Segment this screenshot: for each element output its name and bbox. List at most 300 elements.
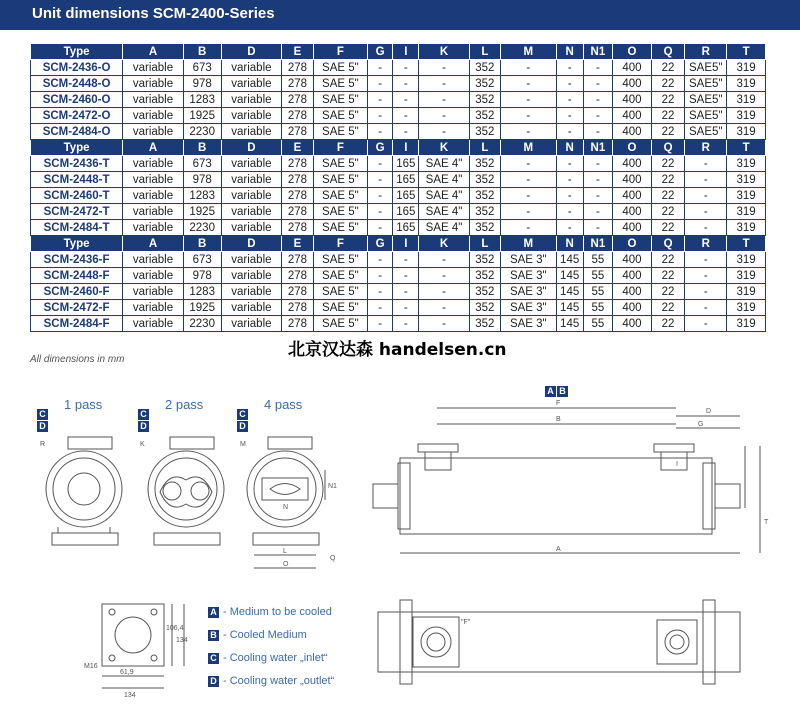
value-cell: - xyxy=(501,172,556,188)
value-cell: - xyxy=(685,204,727,220)
type-cell: SCM-2436-T xyxy=(31,156,123,172)
value-cell: SAE 3" xyxy=(501,268,556,284)
page-title: Unit dimensions SCM-2400-Series xyxy=(32,5,275,22)
value-cell: variable xyxy=(221,172,282,188)
value-cell: - xyxy=(685,220,727,236)
value-cell: - xyxy=(368,76,393,92)
column-header: K xyxy=(419,236,469,252)
value-cell: 319 xyxy=(727,188,766,204)
value-cell: 319 xyxy=(727,284,766,300)
value-cell: 400 xyxy=(613,300,652,316)
badge-c-2pass: C xyxy=(138,409,149,420)
pass-label-2: 2 pass xyxy=(165,397,204,412)
value-cell: 400 xyxy=(613,220,652,236)
dim-label-f: F xyxy=(556,400,561,407)
value-cell: 278 xyxy=(282,316,313,332)
column-header: Type xyxy=(31,44,123,60)
value-cell: 2230 xyxy=(183,220,221,236)
value-cell: 352 xyxy=(469,284,500,300)
value-cell: - xyxy=(368,188,393,204)
value-cell: variable xyxy=(123,108,184,124)
value-cell: 165 xyxy=(393,220,419,236)
value-cell: 278 xyxy=(282,76,313,92)
value-cell: variable xyxy=(221,124,282,140)
value-cell: - xyxy=(393,124,419,140)
value-cell: variable xyxy=(221,204,282,220)
value-cell: - xyxy=(419,284,469,300)
legend-item-c: C - Cooling water „inlet“ xyxy=(208,652,328,664)
value-cell: 400 xyxy=(613,252,652,268)
badge-d-1pass: D xyxy=(37,421,48,432)
value-cell: variable xyxy=(123,252,184,268)
value-cell: variable xyxy=(221,108,282,124)
value-cell: 1283 xyxy=(183,92,221,108)
column-header: Type xyxy=(31,236,123,252)
value-cell: variable xyxy=(221,92,282,108)
dim-label-134h: 134 xyxy=(124,692,136,699)
column-header: K xyxy=(419,140,469,156)
value-cell: 319 xyxy=(727,300,766,316)
value-cell: - xyxy=(419,108,469,124)
value-cell: - xyxy=(368,204,393,220)
value-cell: - xyxy=(556,76,583,92)
value-cell: - xyxy=(419,124,469,140)
column-header: G xyxy=(368,44,393,60)
value-cell: 673 xyxy=(183,156,221,172)
legend-item-a: A - Medium to be cooled xyxy=(208,606,332,618)
value-cell: 352 xyxy=(469,300,500,316)
value-cell: 319 xyxy=(727,268,766,284)
value-cell: SAE 4" xyxy=(419,172,469,188)
dim-label-61: 61,9 xyxy=(120,669,134,676)
column-header: I xyxy=(393,44,419,60)
value-cell: - xyxy=(501,156,556,172)
value-cell: - xyxy=(501,220,556,236)
value-cell: SAE5" xyxy=(685,76,727,92)
value-cell: variable xyxy=(123,124,184,140)
value-cell: - xyxy=(501,60,556,76)
value-cell: SAE 4" xyxy=(419,188,469,204)
value-cell: SAE 5" xyxy=(313,204,367,220)
value-cell: - xyxy=(419,92,469,108)
value-cell: variable xyxy=(221,188,282,204)
value-cell: SAE 5" xyxy=(313,92,367,108)
value-cell: - xyxy=(393,316,419,332)
column-header: E xyxy=(282,140,313,156)
value-cell: - xyxy=(501,188,556,204)
dim-label-i: I xyxy=(676,461,678,468)
value-cell: - xyxy=(556,204,583,220)
dim-label-134v: 134 xyxy=(176,637,188,644)
value-cell: SAE 4" xyxy=(419,156,469,172)
value-cell: 352 xyxy=(469,108,500,124)
units-note: All dimensions in mm xyxy=(30,354,125,365)
value-cell: - xyxy=(685,156,727,172)
column-header: M xyxy=(501,236,556,252)
column-header: M xyxy=(501,140,556,156)
type-cell: SCM-2448-T xyxy=(31,172,123,188)
value-cell: 352 xyxy=(469,252,500,268)
value-cell: 319 xyxy=(727,156,766,172)
value-cell: 278 xyxy=(282,172,313,188)
column-header: N1 xyxy=(583,236,612,252)
column-header: Type xyxy=(31,140,123,156)
value-cell: - xyxy=(368,268,393,284)
dim-label-sae: "F" xyxy=(461,619,471,626)
watermark: 北京汉达森 handelsen.cn xyxy=(288,340,507,360)
column-header: Q xyxy=(651,236,685,252)
column-header: O xyxy=(613,44,652,60)
value-cell: - xyxy=(556,220,583,236)
value-cell: - xyxy=(583,156,612,172)
column-header: G xyxy=(368,236,393,252)
value-cell: 978 xyxy=(183,268,221,284)
value-cell: - xyxy=(501,108,556,124)
value-cell: 165 xyxy=(393,172,419,188)
column-header: F xyxy=(313,140,367,156)
value-cell: SAE 3" xyxy=(501,252,556,268)
value-cell: 55 xyxy=(583,300,612,316)
value-cell: 22 xyxy=(651,156,685,172)
value-cell: - xyxy=(419,252,469,268)
value-cell: 352 xyxy=(469,60,500,76)
value-cell: 400 xyxy=(613,156,652,172)
column-header: F xyxy=(313,44,367,60)
value-cell: 278 xyxy=(282,156,313,172)
type-cell: SCM-2472-O xyxy=(31,108,123,124)
value-cell: 400 xyxy=(613,188,652,204)
value-cell: - xyxy=(368,156,393,172)
value-cell: 55 xyxy=(583,252,612,268)
column-header: G xyxy=(368,140,393,156)
value-cell: 400 xyxy=(613,124,652,140)
value-cell: - xyxy=(685,252,727,268)
pass-label-1: 1 pass xyxy=(64,397,103,412)
dim-label-o: O xyxy=(283,561,289,568)
value-cell: - xyxy=(393,252,419,268)
value-cell: SAE5" xyxy=(685,92,727,108)
value-cell: SAE 3" xyxy=(501,300,556,316)
value-cell: - xyxy=(583,220,612,236)
column-header: R xyxy=(685,236,727,252)
value-cell: - xyxy=(685,284,727,300)
value-cell: SAE 5" xyxy=(313,76,367,92)
legend-item-d: D - Cooling water „outlet“ xyxy=(208,675,334,687)
value-cell: - xyxy=(685,188,727,204)
value-cell: SAE 5" xyxy=(313,300,367,316)
value-cell: - xyxy=(368,92,393,108)
value-cell: - xyxy=(393,108,419,124)
value-cell: - xyxy=(368,316,393,332)
value-cell: 352 xyxy=(469,188,500,204)
value-cell: - xyxy=(368,172,393,188)
value-cell: variable xyxy=(123,156,184,172)
value-cell: 22 xyxy=(651,172,685,188)
value-cell: variable xyxy=(123,76,184,92)
dim-label-r: R xyxy=(40,441,46,448)
flange-detail xyxy=(102,604,184,688)
value-cell: SAE 3" xyxy=(501,316,556,332)
badge-b-side: B xyxy=(557,386,568,397)
value-cell: 22 xyxy=(651,204,685,220)
value-cell: 55 xyxy=(583,268,612,284)
value-cell: - xyxy=(419,300,469,316)
value-cell: variable xyxy=(221,284,282,300)
value-cell: 22 xyxy=(651,108,685,124)
value-cell: SAE 3" xyxy=(501,284,556,300)
value-cell: 1283 xyxy=(183,284,221,300)
value-cell: SAE5" xyxy=(685,60,727,76)
value-cell: - xyxy=(583,108,612,124)
value-cell: variable xyxy=(123,284,184,300)
column-header: L xyxy=(469,44,500,60)
value-cell: variable xyxy=(221,252,282,268)
value-cell: - xyxy=(393,76,419,92)
value-cell: 1283 xyxy=(183,188,221,204)
column-header: D xyxy=(221,44,282,60)
value-cell: 1925 xyxy=(183,108,221,124)
value-cell: 319 xyxy=(727,124,766,140)
dim-label-t: T xyxy=(764,519,769,526)
type-cell: SCM-2472-T xyxy=(31,204,123,220)
column-header: A xyxy=(123,44,184,60)
value-cell: variable xyxy=(123,188,184,204)
value-cell: SAE 5" xyxy=(313,60,367,76)
value-cell: SAE 4" xyxy=(419,204,469,220)
value-cell: SAE 5" xyxy=(313,124,367,140)
type-cell: SCM-2460-F xyxy=(31,284,123,300)
column-header: N1 xyxy=(583,44,612,60)
value-cell: - xyxy=(556,92,583,108)
value-cell: 278 xyxy=(282,124,313,140)
value-cell: SAE5" xyxy=(685,108,727,124)
value-cell: 55 xyxy=(583,284,612,300)
value-cell: 165 xyxy=(393,188,419,204)
value-cell: variable xyxy=(221,76,282,92)
column-header: A xyxy=(123,236,184,252)
column-header: N xyxy=(556,140,583,156)
type-cell: SCM-2472-F xyxy=(31,300,123,316)
value-cell: variable xyxy=(123,220,184,236)
value-cell: 22 xyxy=(651,76,685,92)
value-cell: variable xyxy=(123,92,184,108)
column-header: N xyxy=(556,44,583,60)
column-header: B xyxy=(183,44,221,60)
value-cell: SAE 5" xyxy=(313,284,367,300)
value-cell: - xyxy=(583,172,612,188)
value-cell: 352 xyxy=(469,76,500,92)
value-cell: - xyxy=(685,268,727,284)
value-cell: SAE5" xyxy=(685,124,727,140)
value-cell: SAE 5" xyxy=(313,156,367,172)
column-header: I xyxy=(393,140,419,156)
value-cell: - xyxy=(501,124,556,140)
value-cell: 319 xyxy=(727,204,766,220)
value-cell: - xyxy=(368,220,393,236)
value-cell: - xyxy=(556,156,583,172)
value-cell: - xyxy=(501,92,556,108)
value-cell: 400 xyxy=(613,108,652,124)
badge-c-1pass: C xyxy=(37,409,48,420)
column-header: B xyxy=(183,236,221,252)
dim-label-b: B xyxy=(556,416,561,423)
value-cell: 319 xyxy=(727,76,766,92)
value-cell: 400 xyxy=(613,92,652,108)
value-cell: - xyxy=(368,252,393,268)
value-cell: 278 xyxy=(282,300,313,316)
value-cell: 278 xyxy=(282,268,313,284)
value-cell: 978 xyxy=(183,172,221,188)
value-cell: 319 xyxy=(727,60,766,76)
value-cell: 673 xyxy=(183,60,221,76)
column-header: K xyxy=(419,44,469,60)
value-cell: - xyxy=(583,92,612,108)
column-header: N xyxy=(556,236,583,252)
value-cell: 352 xyxy=(469,124,500,140)
value-cell: 145 xyxy=(556,268,583,284)
column-header: M xyxy=(501,44,556,60)
top-view xyxy=(378,600,740,684)
value-cell: 145 xyxy=(556,300,583,316)
dim-label-106: 106,4 xyxy=(166,625,184,632)
value-cell: - xyxy=(368,284,393,300)
value-cell: 673 xyxy=(183,252,221,268)
value-cell: SAE 5" xyxy=(313,252,367,268)
dim-label-m: M xyxy=(240,441,246,448)
value-cell: 352 xyxy=(469,204,500,220)
value-cell: variable xyxy=(221,268,282,284)
value-cell: 165 xyxy=(393,204,419,220)
dim-label-n1: N1 xyxy=(328,483,337,490)
type-cell: SCM-2460-O xyxy=(31,92,123,108)
value-cell: - xyxy=(368,108,393,124)
value-cell: 278 xyxy=(282,60,313,76)
value-cell: 319 xyxy=(727,108,766,124)
value-cell: 352 xyxy=(469,220,500,236)
column-header: Q xyxy=(651,44,685,60)
value-cell: 278 xyxy=(282,204,313,220)
value-cell: 2230 xyxy=(183,316,221,332)
value-cell: - xyxy=(583,60,612,76)
value-cell: 319 xyxy=(727,220,766,236)
value-cell: 319 xyxy=(727,172,766,188)
value-cell: variable xyxy=(221,300,282,316)
value-cell: SAE 5" xyxy=(313,188,367,204)
value-cell: 278 xyxy=(282,284,313,300)
value-cell: variable xyxy=(221,220,282,236)
value-cell: variable xyxy=(123,316,184,332)
value-cell: 352 xyxy=(469,156,500,172)
type-cell: SCM-2436-F xyxy=(31,252,123,268)
value-cell: - xyxy=(556,188,583,204)
value-cell: variable xyxy=(123,172,184,188)
value-cell: 319 xyxy=(727,92,766,108)
value-cell: - xyxy=(393,284,419,300)
value-cell: 22 xyxy=(651,124,685,140)
value-cell: 22 xyxy=(651,60,685,76)
type-cell: SCM-2484-F xyxy=(31,316,123,332)
dim-label-m16: M16 xyxy=(84,663,98,670)
value-cell: SAE 5" xyxy=(313,172,367,188)
column-header: I xyxy=(393,236,419,252)
value-cell: - xyxy=(393,92,419,108)
value-cell: 400 xyxy=(613,316,652,332)
value-cell: 278 xyxy=(282,108,313,124)
value-cell: 1925 xyxy=(183,204,221,220)
column-header: R xyxy=(685,140,727,156)
value-cell: - xyxy=(556,60,583,76)
column-header: Q xyxy=(651,140,685,156)
value-cell: 2230 xyxy=(183,124,221,140)
value-cell: 278 xyxy=(282,252,313,268)
value-cell: 22 xyxy=(651,220,685,236)
value-cell: - xyxy=(583,204,612,220)
dim-label-a: A xyxy=(556,546,561,553)
value-cell: - xyxy=(583,188,612,204)
value-cell: 22 xyxy=(651,92,685,108)
badge-c-4pass: C xyxy=(237,409,248,420)
value-cell: - xyxy=(393,268,419,284)
column-header: B xyxy=(183,140,221,156)
value-cell: - xyxy=(419,76,469,92)
column-header: D xyxy=(221,236,282,252)
value-cell: 22 xyxy=(651,188,685,204)
type-cell: SCM-2448-O xyxy=(31,76,123,92)
pass-label-4: 4 pass xyxy=(264,397,303,412)
column-header: N1 xyxy=(583,140,612,156)
dim-label-k: K xyxy=(140,441,145,448)
dim-label-n: N xyxy=(283,504,289,511)
value-cell: - xyxy=(685,316,727,332)
column-header: T xyxy=(727,140,766,156)
value-cell: 319 xyxy=(727,316,766,332)
type-cell: SCM-2448-F xyxy=(31,268,123,284)
type-cell: SCM-2484-T xyxy=(31,220,123,236)
end-view-2pass xyxy=(148,437,224,545)
column-header: L xyxy=(469,236,500,252)
value-cell: 145 xyxy=(556,252,583,268)
column-header: E xyxy=(282,44,313,60)
value-cell: 145 xyxy=(556,284,583,300)
value-cell: - xyxy=(685,300,727,316)
value-cell: - xyxy=(583,124,612,140)
column-header: O xyxy=(613,140,652,156)
value-cell: - xyxy=(393,60,419,76)
value-cell: - xyxy=(556,172,583,188)
value-cell: variable xyxy=(221,316,282,332)
value-cell: variable xyxy=(221,60,282,76)
column-header: T xyxy=(727,236,766,252)
value-cell: 165 xyxy=(393,156,419,172)
value-cell: SAE 5" xyxy=(313,220,367,236)
column-header: L xyxy=(469,140,500,156)
value-cell: SAE 4" xyxy=(419,220,469,236)
value-cell: - xyxy=(368,124,393,140)
value-cell: - xyxy=(556,108,583,124)
value-cell: 22 xyxy=(651,252,685,268)
dim-label-g: G xyxy=(698,421,704,428)
value-cell: 22 xyxy=(651,284,685,300)
value-cell: 352 xyxy=(469,92,500,108)
value-cell: 352 xyxy=(469,172,500,188)
column-header: E xyxy=(282,236,313,252)
column-header: O xyxy=(613,236,652,252)
value-cell: - xyxy=(393,300,419,316)
value-cell: 278 xyxy=(282,92,313,108)
value-cell: - xyxy=(419,60,469,76)
value-cell: SAE 5" xyxy=(313,108,367,124)
value-cell: - xyxy=(501,204,556,220)
